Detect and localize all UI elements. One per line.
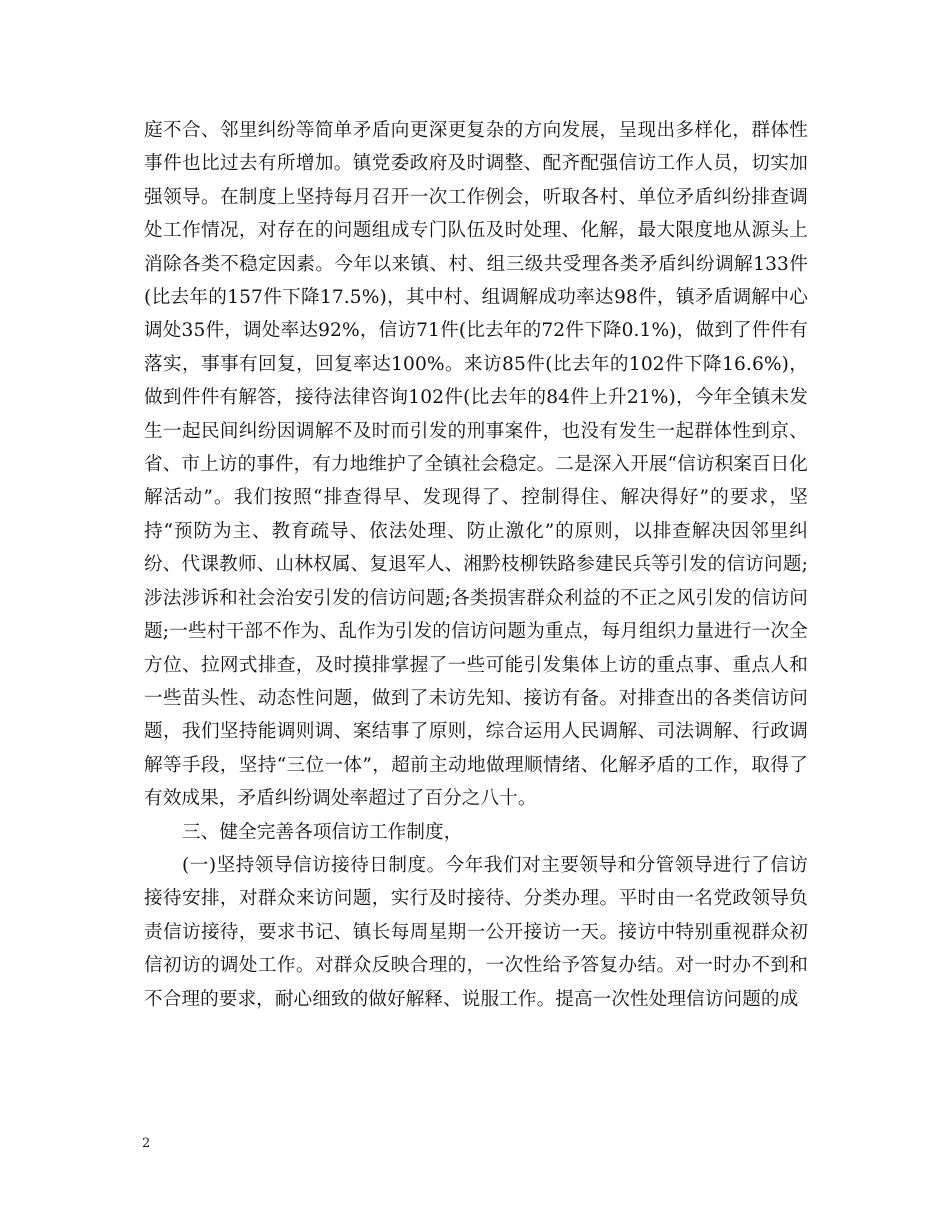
document-body <box>144 114 808 1016</box>
paragraph-1: 庭不合、邻里纠纷等简单矛盾向更深更复杂的方向发展，呈现出多样化，群体性事件也比过去有所增加。镇党委政府及时调整、配齐配强信访工作人员，切实加强领导。在制度上坚持每月召开一次工作例会，听取各村、单位矛盾纠纷排查调处工作情况，对存在的问题组成专门队伍及时处理、化解，最大限度地从源头上消除各类不稳定因素。今年以来镇、村、组三级共受理各类矛盾纠纷调解133件(比去年的157件下降17.5%)，其中村、组调解成功率达98件，镇矛盾调解中心调处35件，调处率达92%，信访71件(比去年的72件下降0.1%)，做到了件件有落实，事事有回复，回复率达100%。来访85件(比去年的102件下降16.6%)，做到件件有解答，接待法律咨询102件(比去年的84件上升21%)，今年全镇未发生一起民间纠纷因调解不及时而引发的刑事案件，也没有发生一起群体性到京、省、市上访的事件，有力地维护了全镇社会稳定。二是深入开展“信访积案百日化解活动”。我们按照“排查得早、发现得了、控制得住、解决得好”的要求，坚持“预防为主、教育疏导、依法处理、防止激化”的原则，以排查解决因邻里纠纷、代课教师、山林权属、复退军人、湘黔枝柳铁路参建民兵等引发的信访问题;涉法涉诉和社会治安引发的信访问题;各类损害群众利益的不正之风引发的信访问题;一些村干部不作为、乱作为引发的信访问题为重点，每月组织力量进行一次全方位、拉网式排查，及时摸排掌握了一些可能引发集体上访的重点事、重点人和一些苗头性、动态性问题，做到了未访先知、接访有备。对排查出的各类信访问题，我们坚持能调则调、案结事了原则，综合运用人民调解、司法调解、行政调解等手段，坚持“三位一体”，超前主动地做理顺情绪、化解矛盾的工作，取得了有效成果，矛盾纠纷调处率超过了百分之八十。 <box>144 120 808 810</box>
page-number: 2 <box>142 1136 151 1151</box>
paragraph-section-heading: 三、健全完善各项信访工作制度， <box>182 821 463 843</box>
paragraph-3: (一)坚持领导信访接待日制度。今年我们对主要领导和分管领导进行了信访接待安排，对群众来访问题，实行及时接待、分类办理。平时由一名党政领导负责信访接待，要求书记、镇长每周星期一公开接访一天。接访中特别重视群众初信初访的调处工作。对群众反映合理的，一次性给予答复办结。对一时办不到和不合理的要求，耐心细致的做好解释、说服工作。提高一次性处理信访问题的成 <box>144 854 808 1010</box>
